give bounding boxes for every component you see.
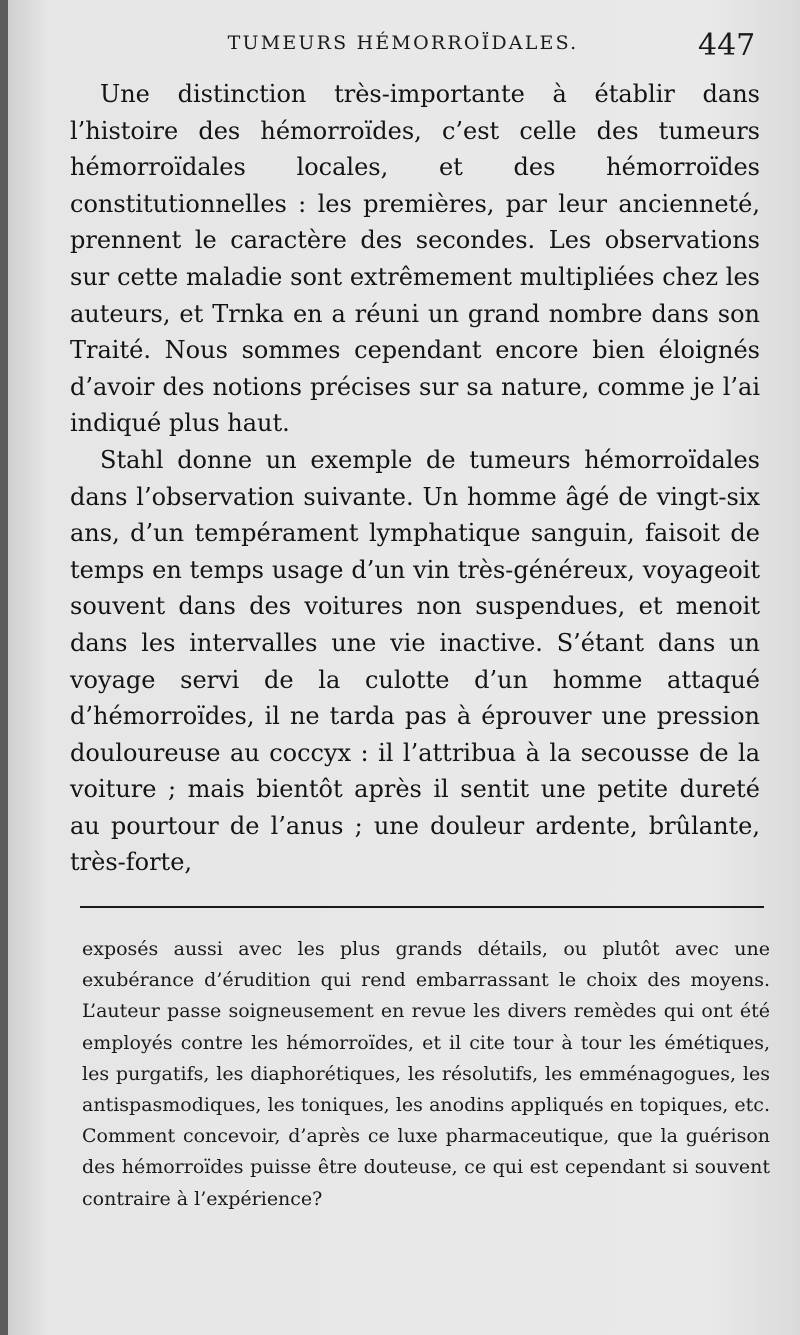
page-number: 447 [698, 28, 756, 63]
footnote-separator [80, 906, 764, 908]
book-spine-shadow [0, 0, 8, 1335]
footnote-text: exposés aussi avec les plus grands détails, ou plutôt avec une exubérance d’érudition qui rend embarrassant le choix des moyens. L’auteur passe soigneusement en revue les divers remèdes qui ont été employés contre les hémorroïdes, et il cite tour à tour les émétiques, les purgatifs, les diaphorétiques, les résolutifs, les emménagogues, les antispasmodiques, les toniques, les anodins appliqués en topiques, etc. Comment concevoir, d’après ce luxe pharmaceutique, que la guérison des hémorroïdes puisse être douteuse, ce qui est cependant si souvent contraire à l’expérience? [82, 938, 770, 1210]
running-title: TUMEURS HÉMORROÏDALES. [227, 32, 579, 54]
main-text [70, 76, 760, 881]
paragraph-2: Stahl donne un exemple de tumeurs hémorroïdales dans l’observation suivante. Un homme âgé de vingt-six ans, d’un tempérament lymphatique sanguin, faisoit de temps en temps usage d’un vin très-généreux, voyageoit souvent dans des voitures non suspendues, et menoit dans les intervalles une vie inactive. S’étant dans un voyage servi de la culotte d’un homme attaqué d’hémorroïdes, il ne tarda pas à éprouver une pression douloureuse au coccyx : il l’attribua à la secousse de la voiture ; mais bientôt après il sentit une petite dureté au pourtour de l’anus ; une douleur ardente, brûlante, très-forte, [70, 445, 760, 877]
book-page [8, 0, 800, 1335]
footnote [82, 934, 770, 1215]
paragraph-1: Une distinction très-importante à établir dans l’histoire des hémorroïdes, c’est celle des tumeurs hémorroïdales locales, et des hémorroïdes constitutionnelles : les premières, par leur ancienneté, prennent le caractère des secondes. Les observations sur cette maladie sont extrêmement multipliées chez les auteurs, et Trnka en a réuni un grand nombre dans son Traité. Nous sommes cependant encore bien éloignés d’avoir des notions précises sur sa nature, comme je l’ai indiqué plus haut. [70, 80, 760, 438]
